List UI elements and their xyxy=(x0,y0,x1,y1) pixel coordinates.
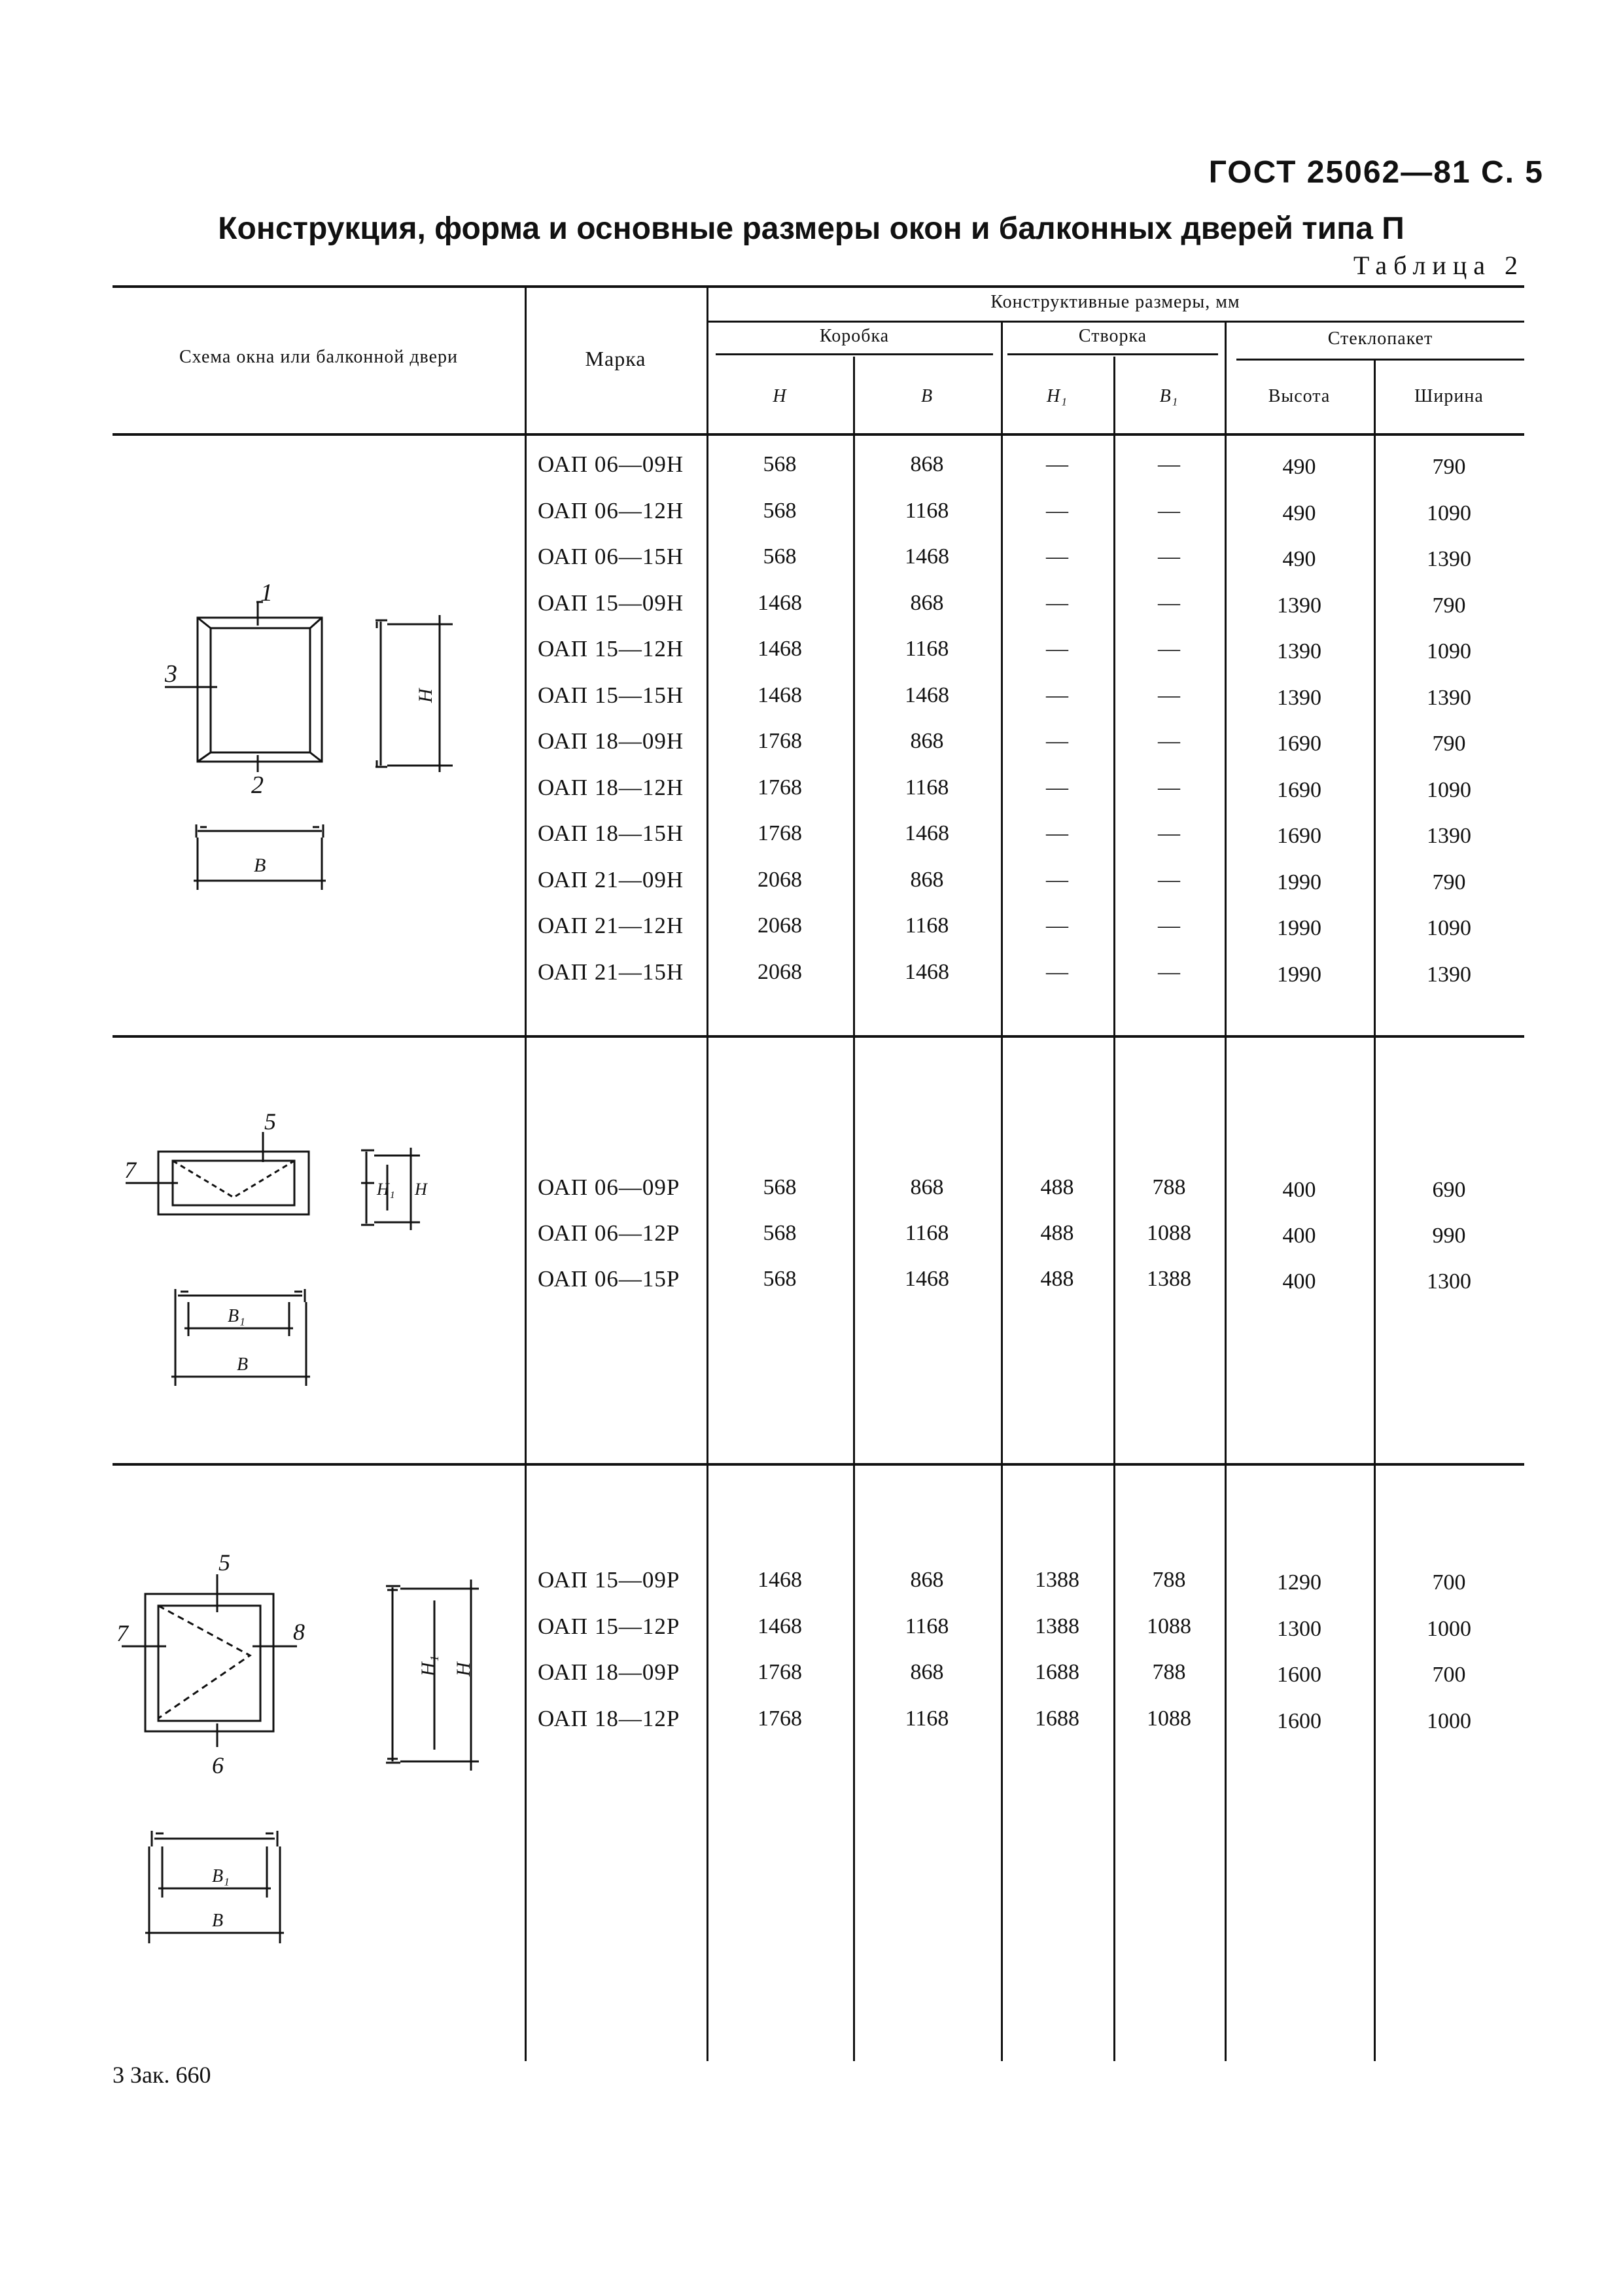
row-mark: ОАП 18—12Р xyxy=(538,1705,680,1731)
sub-header-H xyxy=(707,386,853,407)
diagram-window-type-h xyxy=(113,576,525,942)
cell-sash-H1: — xyxy=(1046,544,1068,569)
cell-box-H: 1468 xyxy=(758,682,802,707)
d1-label-B: B xyxy=(254,855,266,876)
row-mark: ОАП 15—09Р xyxy=(538,1567,680,1593)
row-mark: ОАП 18—15Н xyxy=(538,821,684,846)
cell-sash-B1: — xyxy=(1158,544,1180,569)
d1-frame-outer xyxy=(198,618,322,762)
cell-glass-width: 990 xyxy=(1432,1224,1466,1248)
cell-sash-H1: — xyxy=(1046,775,1068,800)
cell-box-B: 868 xyxy=(910,452,944,476)
cell-sash-B1: — xyxy=(1158,867,1180,892)
d3-frame-inner xyxy=(158,1606,260,1721)
d2-label-H1: H₁ xyxy=(377,1180,395,1199)
d1-corners xyxy=(198,618,322,762)
cell-sash-B1: 1088 xyxy=(1147,1221,1191,1245)
sash-group-underline xyxy=(1007,353,1218,355)
cell-glass-height: 400 xyxy=(1282,1178,1316,1202)
row-mark: ОАП 06—09Р xyxy=(538,1174,680,1200)
cell-box-B: 1468 xyxy=(905,1267,949,1291)
section-divider-2 xyxy=(113,1463,1524,1466)
cell-sash-H1: — xyxy=(1046,682,1068,707)
sub-header-H-text: H xyxy=(773,386,787,406)
cell-box-B: 1468 xyxy=(905,682,949,707)
cell-sash-H1: 488 xyxy=(1040,1175,1074,1199)
d3-label-7: 7 xyxy=(116,1620,128,1646)
row-mark: ОАП 06—15Н xyxy=(538,544,684,569)
d1-section-horizontal xyxy=(196,824,323,838)
cell-glass-height: 490 xyxy=(1282,547,1316,571)
cell-glass-width: 1390 xyxy=(1427,547,1471,571)
cell-sash-H1: — xyxy=(1046,913,1068,938)
cell-sash-B1: — xyxy=(1158,913,1180,938)
page-header: ГОСТ 25062—81 С. 5 xyxy=(1208,155,1544,190)
cell-glass-height: 1390 xyxy=(1277,685,1321,710)
table-label: Таблица 2 xyxy=(1353,251,1524,280)
d2-label-H: H xyxy=(415,1180,427,1199)
cell-box-B: 1168 xyxy=(905,913,949,938)
group-header-sash: Створка xyxy=(1078,326,1147,346)
cell-glass-width: 1390 xyxy=(1427,824,1471,848)
cell-box-H: 1768 xyxy=(758,821,802,845)
row-mark: ОАП 15—15Н xyxy=(538,682,684,708)
sub-header-B1-text: B₁ xyxy=(1159,386,1179,406)
header-divider xyxy=(707,321,1524,323)
row-mark: ОАП 21—15Н xyxy=(538,959,684,985)
cell-sash-H1: 488 xyxy=(1040,1221,1074,1245)
row-mark: ОАП 06—12Н xyxy=(538,497,684,523)
cell-glass-height: 490 xyxy=(1282,501,1316,525)
header-bottom-border xyxy=(113,433,1524,436)
cell-glass-height: 490 xyxy=(1282,455,1316,479)
cell-box-H: 2068 xyxy=(758,959,802,984)
cell-box-H: 1468 xyxy=(758,590,802,615)
cell-glass-width: 1300 xyxy=(1427,1269,1471,1294)
cell-box-H: 1768 xyxy=(758,1660,802,1684)
cell-box-B: 1168 xyxy=(905,498,949,523)
sub-header-height: Высота xyxy=(1268,386,1331,406)
col-header-scheme: Схема окна или балконной двери xyxy=(179,347,459,367)
cell-glass-width: 1090 xyxy=(1427,777,1471,802)
cell-glass-width: 700 xyxy=(1432,1570,1466,1595)
cell-sash-B1: 788 xyxy=(1152,1660,1186,1684)
cell-glass-height: 1390 xyxy=(1277,639,1321,663)
cell-glass-width: 790 xyxy=(1432,870,1466,894)
cell-box-H: 568 xyxy=(763,544,797,569)
cell-glass-width: 1090 xyxy=(1427,639,1471,663)
diagram-window-type-r-large xyxy=(113,1551,525,1956)
d1-label-3: 3 xyxy=(165,660,177,688)
cell-glass-width: 1000 xyxy=(1427,1708,1471,1733)
cell-sash-B1: — xyxy=(1158,729,1180,753)
cell-glass-width: 690 xyxy=(1432,1178,1466,1202)
cell-sash-H1: — xyxy=(1046,590,1068,615)
d1-frame-inner xyxy=(211,628,310,752)
cell-box-H: 2068 xyxy=(758,913,802,938)
d3-frame-outer xyxy=(145,1594,273,1731)
d2-section-horizontal xyxy=(175,1289,305,1302)
cell-sash-B1: — xyxy=(1158,637,1180,661)
col-sep-scheme xyxy=(525,287,527,2061)
cell-box-B: 1168 xyxy=(905,637,949,661)
cell-box-B: 1468 xyxy=(905,959,949,984)
cell-glass-width: 700 xyxy=(1432,1663,1466,1687)
d2-sash-lines xyxy=(173,1161,294,1197)
cell-box-H: 568 xyxy=(763,1267,797,1291)
cell-box-H: 1768 xyxy=(758,729,802,753)
cell-sash-H1: — xyxy=(1046,959,1068,984)
cell-sash-B1: 1388 xyxy=(1147,1267,1191,1291)
sub-header-B xyxy=(853,386,1001,407)
cell-glass-height: 1300 xyxy=(1277,1616,1321,1641)
d1-section-vertical xyxy=(375,620,387,767)
cell-box-B: 868 xyxy=(910,729,944,753)
sub-header-H1 xyxy=(1001,386,1113,407)
d2-label-B: B xyxy=(237,1354,249,1375)
cell-glass-height: 1990 xyxy=(1277,962,1321,987)
cell-box-B: 868 xyxy=(910,867,944,892)
cell-glass-width: 790 xyxy=(1432,593,1466,618)
d2-section-vertical xyxy=(361,1150,374,1225)
cell-sash-B1: 1088 xyxy=(1147,1706,1191,1731)
cell-glass-height: 1600 xyxy=(1277,1708,1321,1733)
page-title: Конструкция, форма и основные размеры окон и балконных дверей типа П xyxy=(218,211,1405,246)
cell-box-B: 1168 xyxy=(905,1706,949,1731)
cell-box-H: 568 xyxy=(763,498,797,523)
cell-sash-H1: — xyxy=(1046,498,1068,523)
cell-sash-H1: 488 xyxy=(1040,1267,1074,1291)
cell-box-B: 868 xyxy=(910,1568,944,1592)
cell-sash-H1: — xyxy=(1046,452,1068,476)
cell-sash-B1: 1088 xyxy=(1147,1614,1191,1638)
cell-box-B: 1168 xyxy=(905,1221,949,1245)
cell-glass-width: 1390 xyxy=(1427,685,1471,710)
cell-glass-height: 1600 xyxy=(1277,1663,1321,1687)
cell-box-H: 568 xyxy=(763,452,797,476)
row-mark: ОАП 06—12Р xyxy=(538,1220,680,1246)
d1-label-2: 2 xyxy=(251,771,264,799)
cell-box-B: 868 xyxy=(910,1660,944,1684)
cell-glass-width: 1390 xyxy=(1427,962,1471,987)
d2-label-5: 5 xyxy=(264,1108,276,1135)
cell-box-H: 2068 xyxy=(758,867,802,892)
d3-sash-lines xyxy=(158,1606,250,1718)
cell-box-H: 1468 xyxy=(758,1568,802,1592)
cell-box-B: 868 xyxy=(910,590,944,615)
group-header-box: Коробка xyxy=(819,326,890,346)
row-mark: ОАП 15—12Р xyxy=(538,1613,680,1639)
cell-sash-B1: — xyxy=(1158,498,1180,523)
sub-header-B1 xyxy=(1113,386,1225,407)
cell-glass-height: 1390 xyxy=(1277,593,1321,618)
glass-group-underline xyxy=(1236,359,1524,361)
row-mark: ОАП 06—15Р xyxy=(538,1266,680,1292)
d3-label-H: H xyxy=(453,1662,474,1676)
sub-header-H1-text: H₁ xyxy=(1047,386,1068,406)
cell-glass-width: 790 xyxy=(1432,732,1466,756)
cell-glass-width: 1090 xyxy=(1427,501,1471,525)
cell-sash-B1: — xyxy=(1158,821,1180,845)
cell-box-H: 1768 xyxy=(758,1706,802,1731)
cell-box-H: 1468 xyxy=(758,637,802,661)
section-divider-1 xyxy=(113,1035,1524,1038)
row-mark: ОАП 18—09Н xyxy=(538,728,684,754)
cell-box-H: 1768 xyxy=(758,775,802,800)
footer-note: 3 Зак. 660 xyxy=(113,2062,211,2088)
d3-label-6: 6 xyxy=(212,1752,224,1778)
d3-section-vertical xyxy=(386,1586,400,1763)
sub-header-B-text: B xyxy=(920,386,934,406)
cell-sash-B1: 788 xyxy=(1152,1568,1186,1592)
cell-sash-B1: — xyxy=(1158,682,1180,707)
table-top-border xyxy=(113,285,1524,288)
cell-sash-H1: 1388 xyxy=(1035,1614,1079,1638)
cell-sash-H1: — xyxy=(1046,867,1068,892)
cell-sash-B1: — xyxy=(1158,775,1180,800)
row-mark: ОАП 18—12Н xyxy=(538,774,684,800)
row-mark: ОАП 18—09Р xyxy=(538,1659,680,1685)
cell-glass-height: 1990 xyxy=(1277,870,1321,894)
cell-sash-B1: 788 xyxy=(1152,1175,1186,1199)
diagram-window-type-r-small xyxy=(113,1106,525,1394)
d3-section-horizontal xyxy=(152,1831,277,1846)
row-mark: ОАП 06—09Н xyxy=(538,451,684,477)
cell-box-H: 568 xyxy=(763,1175,797,1199)
d1-label-1: 1 xyxy=(260,579,273,607)
cell-sash-H1: 1388 xyxy=(1035,1568,1079,1592)
row-mark: ОАП 15—09Н xyxy=(538,590,684,616)
cell-sash-B1: — xyxy=(1158,590,1180,615)
d2-label-7: 7 xyxy=(124,1157,136,1183)
cell-sash-H1: — xyxy=(1046,729,1068,753)
cell-glass-height: 400 xyxy=(1282,1269,1316,1294)
cell-sash-H1: 1688 xyxy=(1035,1706,1079,1731)
cell-glass-width: 790 xyxy=(1432,455,1466,479)
cell-box-H: 1468 xyxy=(758,1614,802,1638)
cell-box-B: 1168 xyxy=(905,1614,949,1638)
d1-label-H: H xyxy=(415,688,436,703)
cell-box-B: 1468 xyxy=(905,821,949,845)
box-group-underline xyxy=(716,353,993,355)
row-mark: ОАП 21—12Н xyxy=(538,913,684,938)
d2-label-B1: B₁ xyxy=(228,1306,245,1326)
cell-sash-B1: — xyxy=(1158,959,1180,984)
cell-glass-height: 1990 xyxy=(1277,916,1321,940)
cell-box-B: 1168 xyxy=(905,775,949,800)
cell-glass-width: 1000 xyxy=(1427,1616,1471,1641)
row-mark: ОАП 15—12Н xyxy=(538,636,684,662)
sub-header-width: Ширина xyxy=(1414,386,1484,406)
d2-frame-inner xyxy=(173,1161,294,1205)
cell-sash-H1: — xyxy=(1046,637,1068,661)
cell-box-H: 568 xyxy=(763,1221,797,1245)
d3-label-B: B xyxy=(212,1911,224,1931)
cell-glass-height: 1690 xyxy=(1277,777,1321,802)
d3-label-B1: B₁ xyxy=(212,1866,230,1886)
group-header-glass: Стеклопакет xyxy=(1327,328,1433,349)
cell-sash-H1: — xyxy=(1046,821,1068,845)
cell-glass-height: 400 xyxy=(1282,1224,1316,1248)
row-mark: ОАП 21—09Н xyxy=(538,866,684,892)
cell-sash-H1: 1688 xyxy=(1035,1660,1079,1684)
col-header-mark: Марка xyxy=(585,347,646,370)
cell-glass-height: 1690 xyxy=(1277,824,1321,848)
cell-glass-width: 1090 xyxy=(1427,916,1471,940)
cell-glass-height: 1290 xyxy=(1277,1570,1321,1595)
cell-box-B: 868 xyxy=(910,1175,944,1199)
cell-glass-height: 1690 xyxy=(1277,732,1321,756)
d3-label-5: 5 xyxy=(218,1551,230,1576)
cell-box-B: 1468 xyxy=(905,544,949,569)
d3-label-H1: H₁ xyxy=(417,1655,439,1676)
col-header-constructive: Конструктивные размеры, мм xyxy=(990,292,1240,312)
cell-sash-B1: — xyxy=(1158,452,1180,476)
d3-label-8: 8 xyxy=(293,1619,305,1645)
